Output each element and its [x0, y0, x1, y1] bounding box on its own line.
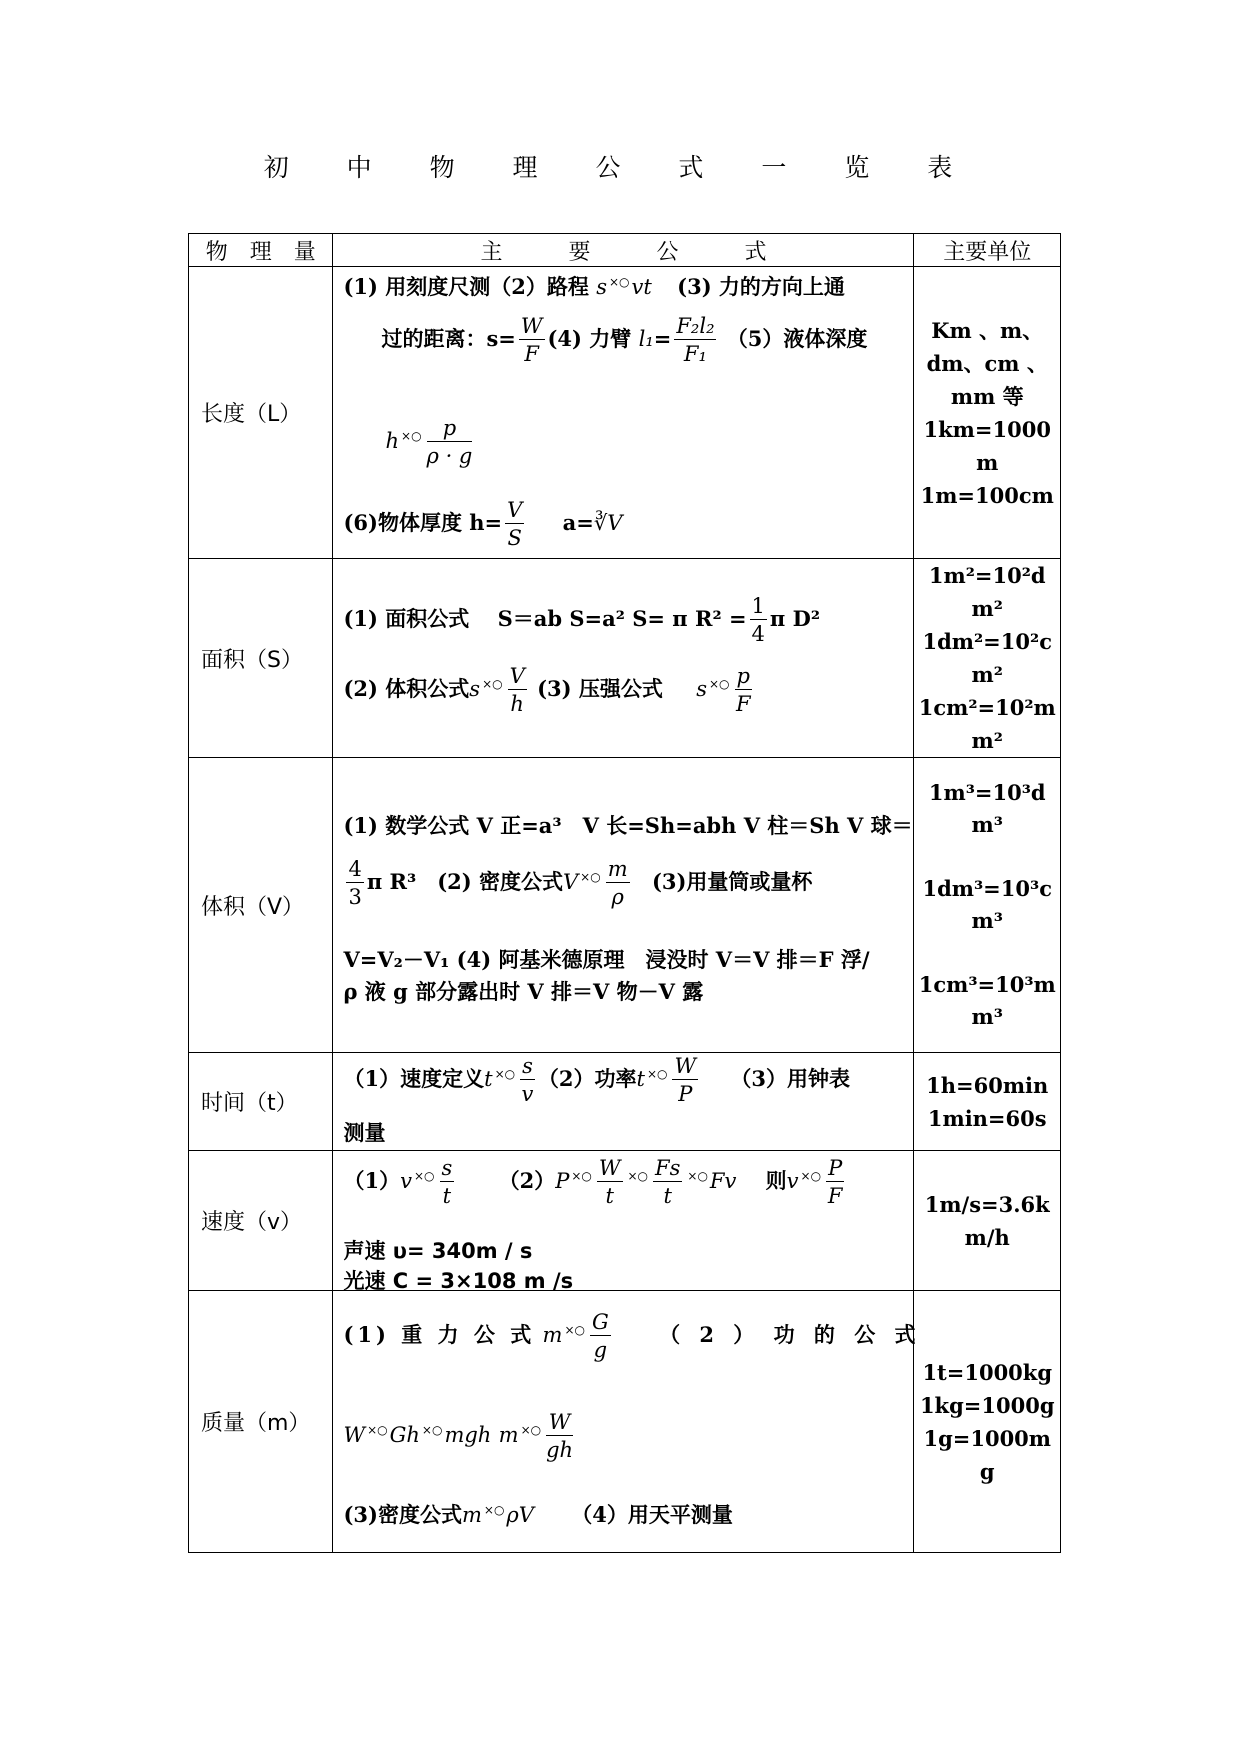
units-speed: 1m/s=3.6k m/h: [914, 1151, 1061, 1291]
table-row: [189, 1053, 1061, 1151]
table-row: [189, 267, 1061, 559]
fraction: $\frac{V}{S}$: [507, 498, 523, 550]
formula-line: 过的距离：s= $\frac{W}{F}$ (4) 力臂 l₁= $\frac{\text{F₂l₂}}{\text{F₁}}$ （5）液体深度: [381, 314, 868, 366]
fraction: $\frac{s}{v}$: [521, 1054, 534, 1106]
table-row: [189, 1291, 1061, 1553]
formula-line: 测量: [343, 1120, 386, 1145]
fraction: $\frac{P}{F}$: [827, 1156, 843, 1208]
quantity-volume: 体积（V）: [189, 758, 333, 1053]
fraction: $\frac{W}{t}$: [598, 1156, 621, 1208]
formulas-volume: [333, 758, 914, 1053]
units-volume: 1m³=10³d m³ 1dm³=10³c m³ 1cm³=10³m m³: [914, 758, 1061, 1053]
fraction: $\frac{m}{\rho}$: [607, 857, 628, 909]
units-area: 1m²=10²d m² 1dm²=10²c m² 1cm²=10²m m²: [914, 559, 1061, 758]
formula-line: (3)密度公式m ×○ρV （4）用天平测量: [343, 1502, 733, 1527]
formula-line: V=V₂－V₁ (4) 阿基米德原理 浸没时 V＝V 排＝F 浮/: [343, 947, 870, 972]
table-row: [189, 758, 1061, 1053]
units-length: Km 、m、 dm、cm 、 mm 等 1km=1000 m 1m=100cm: [914, 267, 1061, 559]
fraction: $\frac{4}{3}$: [348, 857, 362, 909]
page-title: 初 中 物 理 公 式 一 览 表: [263, 153, 978, 182]
fraction: $\frac{s}{t}$: [441, 1156, 453, 1208]
table-header-row: [189, 234, 1061, 267]
formula-line: (1) 数学公式 V 正=a³ V 长=Sh=abh V 柱＝Sh V 球＝: [343, 813, 913, 838]
formulas-speed: [333, 1151, 914, 1291]
fraction: $\frac{G}{g}$: [591, 1310, 609, 1362]
units-mass: 1t=1000kg 1kg=1000g 1g=1000m g: [914, 1291, 1061, 1553]
formula-line: (2) 体积公式s ×○ $\frac{V}{h}$ (3) 压强公式 s ×○ $\frac{p}{F}$: [343, 664, 751, 716]
fraction: $\frac{W}{gh}$: [546, 1410, 574, 1462]
formula-line: $\frac{4}{3}$ π R³ (2) 密度公式V ×○ $\frac{m}{\rho}$ (3)用量筒或量杯: [348, 857, 813, 909]
header-quantity: 物 理 量: [189, 234, 333, 267]
formulas-length: [333, 267, 914, 559]
fraction: $\frac{p}{\rho \cdot g}$: [426, 416, 473, 468]
fraction: $\frac{\text{F₂l₂}}{\text{F₁}}$: [676, 314, 715, 366]
formula-line: W ×○Gh ×○mgh m ×○ $\frac{W}{gh}$: [343, 1410, 574, 1462]
formula-line: ρ 液 g 部分露出时 V 排＝V 物－V 露: [343, 979, 704, 1004]
formula-line: （1）v ×○ $\frac{s}{t}$ （2）P ×○ $\frac{W}{t}$ ×○ $\frac{Fs}{t}$ ×○Fv 则v ×○ $\frac{P}{F}$: [343, 1156, 843, 1208]
quantity-mass: 质量（m）: [189, 1291, 333, 1553]
quantity-time: 时间（t）: [189, 1053, 333, 1151]
formula-table: [188, 233, 1061, 1553]
header-units: 主要单位: [914, 234, 1061, 267]
header-formulas: 主 要 公 式: [333, 234, 914, 267]
formula-line: (1) 面积公式 S＝ab S=a² S= π R² = $\frac{1}{4}$ π D²: [343, 594, 821, 646]
fraction: $\frac{V}{h}$: [509, 664, 525, 716]
quantity-area: 面积（S）: [189, 559, 333, 758]
table-row: [189, 559, 1061, 758]
formula-line: h ×○ $\frac{p}{\rho \cdot g}$: [385, 416, 473, 468]
fraction: $\frac{W}{F}$: [520, 314, 543, 366]
formulas-mass: [333, 1291, 922, 1553]
formulas-area: [333, 559, 914, 758]
fraction: $\frac{W}{P}$: [674, 1054, 697, 1106]
fraction: $\frac{p}{F}$: [735, 664, 751, 716]
quantity-length: 长度（L）: [189, 267, 333, 559]
formula-line: (6)物体厚度 h= $\frac{V}{S}$ a=∛V: [343, 498, 623, 550]
fraction: $\frac{1}{4}$: [751, 594, 765, 646]
table-row: [189, 1151, 1061, 1291]
formula-line: (1) 用刻度尺测（2）路程 s ×○vt (3) 力的方向上通: [343, 274, 845, 299]
formulas-time: [333, 1053, 914, 1151]
formula-line: 声速 υ= 340m / s: [343, 1239, 533, 1263]
fraction: $\frac{Fs}{t}$: [655, 1156, 681, 1208]
formula-line: 光速 C = 3×108 m /s: [343, 1269, 574, 1293]
formula-line: (1) 重 力 公 式 m ×○ $\frac{G}{g}$ （ 2 ） 功 的 公 式: [343, 1310, 922, 1362]
quantity-speed: 速度（v）: [189, 1151, 333, 1291]
units-time: 1h=60min 1min=60s: [914, 1053, 1061, 1151]
formula-line: （1）速度定义t ×○ $\frac{s}{v}$ （2）功率t ×○ $\frac{W}{P}$ （3）用钟表: [343, 1054, 851, 1106]
